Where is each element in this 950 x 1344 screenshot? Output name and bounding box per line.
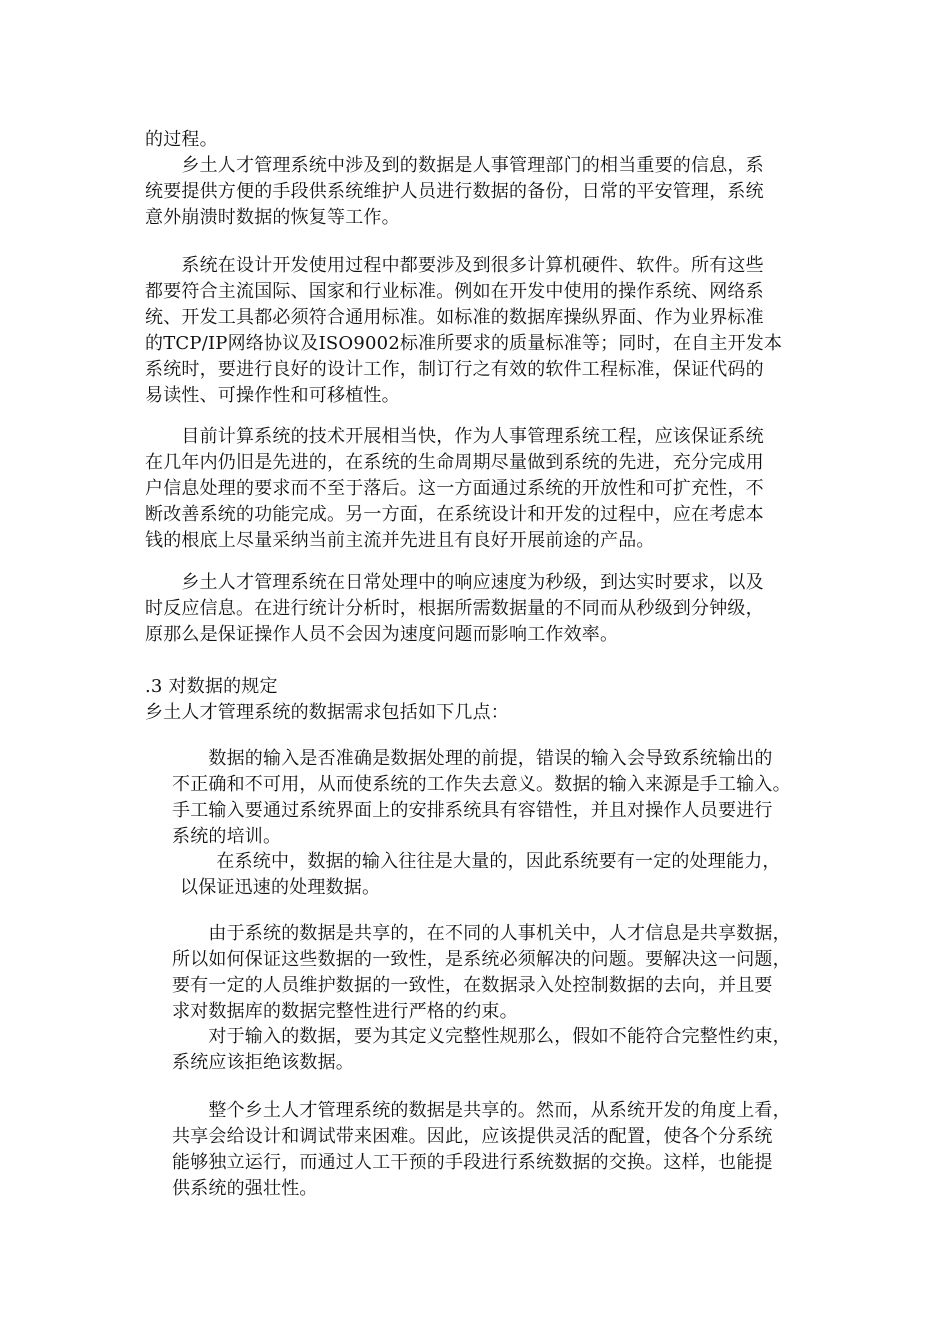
text-line: 都要符合主流国际、国家和行业标准。例如在开发中使用的操作系统、网络系	[145, 281, 764, 302]
section-intro: 乡土人才管理系统的数据需求包括如下几点：	[145, 702, 509, 723]
text-line: 乡土人才管理系统在日常处理中的响应速度为秒级，到达实时要求，以及	[145, 572, 764, 593]
text-line: 的TCP/IP网络协议及ISO9002标准所要求的质量标准等；同时，在自主开发本	[145, 333, 783, 354]
text-line: 系统的培训。	[172, 826, 282, 847]
paragraph-advancement	[145, 424, 764, 554]
paragraph-continuation	[145, 127, 218, 153]
paragraph-integrity-rules	[172, 1024, 791, 1076]
text-line: 由于系统的数据是共享的，在不同的人事机关中，人才信息是共享数据，	[172, 923, 791, 944]
paragraph-response-speed	[145, 570, 764, 648]
text-line: 统要提供方便的手段供系统维护人员进行数据的备份，日常的平安管理，系统	[145, 181, 764, 202]
paragraph-standards	[145, 253, 782, 409]
text-line: 系统时，要进行良好的设计工作，制订行之有效的软件工程标准，保证代码的	[145, 359, 764, 380]
text-line: 手工输入要通过系统界面上的安排系统具有容错性，并且对操作人员要进行	[172, 800, 773, 821]
text-line: 共享会给设计和调试带来困难。因此，应该提供灵活的配置，使各个分系统	[172, 1126, 773, 1147]
text-line: 乡土人才管理系统中涉及到的数据是人事管理部门的相当重要的信息，系	[145, 155, 764, 176]
text-line: 数据的输入是否准确是数据处理的前提，错误的输入会导致系统输出的	[172, 748, 773, 769]
text-line: 能够独立运行，而通过人工干预的手段进行系统数据的交换。这样，也能提	[172, 1152, 773, 1173]
text-line: 系统应该拒绝该数据。	[172, 1052, 354, 1073]
text-line: 以保证迅速的处理数据。	[180, 877, 381, 898]
paragraph-data-input	[172, 746, 791, 850]
text-line: 断改善系统的功能完成。另一方面，在系统设计和开发的过程中，应在考虑本	[145, 504, 764, 525]
section-title: .3 对数据的规定	[145, 676, 278, 697]
paragraph-backup	[145, 153, 764, 231]
text-line: 对于输入的数据，要为其定义完整性规那么，假如不能符合完整性约束，	[172, 1026, 791, 1047]
text-line: 在几年内仍旧是先进的，在系统的生命周期尽量做到系统的先进，充分完成用	[145, 452, 764, 473]
text-line: 钱的根底上尽量采纳当前主流并先进且有良好开展前途的产品。	[145, 530, 655, 551]
paragraph-shared-data	[172, 1098, 791, 1202]
text-line: 不正确和不可用，从而使系统的工作失去意义。数据的输入来源是手工输入。	[172, 774, 791, 795]
text-line: 供系统的强壮性。	[172, 1178, 318, 1199]
text-line: 在系统中，数据的输入往往是大量的，因此系统要有一定的处理能力，	[180, 851, 781, 872]
text-line: 所以如何保证这些数据的一致性，是系统必须解决的问题。要解决这一问题，	[172, 949, 791, 970]
text-line: 系统在设计开发使用过程中都要涉及到很多计算机硬件、软件。所有这些	[145, 255, 764, 276]
text-line: 的过程。	[145, 129, 218, 150]
text-line: 要有一定的人员维护数据的一致性，在数据录入处控制数据的去向，并且要	[172, 975, 773, 996]
text-line: 整个乡土人才管理系统的数据是共享的。然而，从系统开发的角度上看，	[172, 1100, 791, 1121]
text-line: 易读性、可操作性和可移植性。	[145, 385, 400, 406]
paragraph-processing-capacity	[180, 849, 781, 901]
text-line: 时反应信息。在进行统计分析时，根据所需数据量的不同而从秒级到分钟级，	[145, 598, 764, 619]
text-line: 统、开发工具都必须符合通用标准。如标准的数据库操纵界面、作为业界标准	[145, 307, 764, 328]
paragraph-data-consistency	[172, 921, 791, 1025]
text-line: 求对数据库的数据完整性进行严格的约束。	[172, 1001, 518, 1022]
section-heading-data-rules	[145, 674, 509, 726]
text-line: 原那么是保证操作人员不会因为速度问题而影响工作效率。	[145, 624, 619, 645]
text-line: 户信息处理的要求而不至于落后。这一方面通过系统的开放性和可扩充性，不	[145, 478, 764, 499]
text-line: 意外崩溃时数据的恢复等工作。	[145, 207, 400, 228]
text-line: 目前计算系统的技术开展相当快，作为人事管理系统工程，应该保证系统	[145, 426, 764, 447]
